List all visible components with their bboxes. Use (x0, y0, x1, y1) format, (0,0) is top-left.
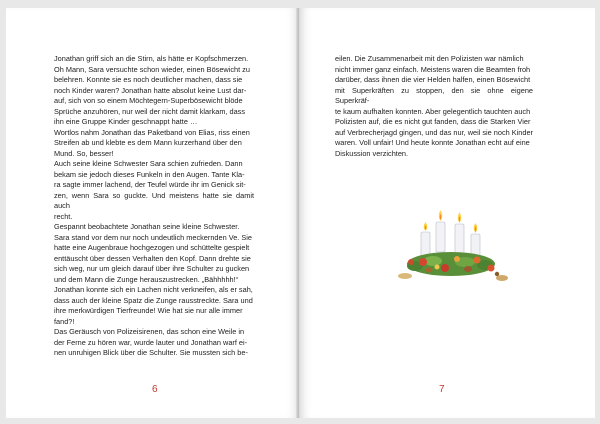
text-line: fand?! (54, 316, 75, 326)
text-line: Sprüche anzuhören, nur weil der nicht damit klarkam, dass (54, 106, 246, 116)
text-line: nen unruhigen Blick über die Schulter. Sie mussten sich be- (54, 348, 248, 357)
text-line: sich weg, nur um gleich darauf über ihre Schulter zu gucken (54, 264, 250, 273)
text-line: Streifen ab und klebte es dem Mann kurzerhand über den (54, 138, 242, 147)
right-page (299, 8, 595, 418)
page-number-right: 7 (439, 384, 445, 395)
candle-icon (421, 222, 430, 258)
candle-icon (436, 210, 445, 252)
text-line: waren. Voll unfair! Und heute konnte Jonathan echt auf eine (335, 138, 530, 147)
text-line: hatte eine Augenbraue hochgezogen und schüttelte gespielt (54, 243, 250, 252)
text-line: Gespannt beobachtete Jonathan seine kleine Schwester. (54, 222, 240, 231)
text-line: noch Kinder waren? Jonathan hatte absolut keine Lust dar- (54, 85, 247, 95)
page-number-left: 6 (152, 384, 158, 395)
text-line: Polizisten auf, die es nicht gut fanden, dass die Starken Vier (335, 117, 531, 126)
text-line: ihn eine Gruppe Kinder geschnappt hatte … (54, 117, 198, 126)
left-page (6, 8, 299, 418)
advent-wreath-illustration (393, 204, 513, 294)
left-page-text (54, 54, 254, 359)
wreath-icon (407, 252, 495, 276)
candle-icon (471, 223, 480, 258)
text-line: eilen. Die Zusammenarbeit mit den Polizisten war nämlich (335, 54, 524, 63)
text-line: nicht immer ganz einfach. Meistens waren die Beamten froh (335, 64, 531, 74)
right-page-text (335, 54, 533, 159)
text-line: Mund. So, besser! (54, 148, 114, 158)
text-line: ra sagte immer lachend, der Teufel würde ihr im Genick sit- (54, 180, 246, 189)
text-line: Diskussion verzichten. (335, 148, 409, 158)
text-line: der Ferne zu hören war, wurde lauter und Jonathan warf ei- (54, 337, 248, 347)
text-line: Sara stand vor dem nur noch undeutlich meckernden Ve. Sie (54, 232, 252, 242)
text-line: dass auch der kleine Spatz die Zunge rausstreckte. Sara und (54, 295, 253, 305)
text-line: bekam sie jedoch dieses Funkeln in den Augen. Tante Kla- (54, 169, 245, 179)
text-line: zen, wenn Sara so guckte. Und meistens hatte sie damit auch (54, 190, 254, 210)
text-line: Das Geräusch von Polizeisirenen, das schon eine Weile in (54, 327, 245, 336)
text-line: belehren. Konnte sie es noch deutlicher machen, dass sie (54, 75, 243, 84)
text-line: darüber, dass ihnen die vier Helden halfen, einen Bösewicht (335, 75, 531, 84)
text-line: Auch seine kleine Schwester Sara schien zufrieden. Dann (54, 159, 243, 168)
text-line: mit Superkräften zu stoppen, den sie ohne eigene Superkräf- (335, 85, 533, 105)
candle-icon (455, 212, 464, 254)
text-line: te kaum aufhalten konnten. Aber gelegentlich tauchten auch (335, 106, 531, 116)
text-line: Wortlos nahm Jonathan das Paketband von Elias, riss einen (54, 127, 250, 137)
text-line: und dem Mann die Zunge herauszustrecken. „Bähhhhh!“ (54, 274, 239, 284)
text-line: ihre merkwürdigen Tierfreunde! Wie hat sie nur alle immer (54, 306, 243, 315)
text-line: Jonathan konnte sich ein Lachen nicht verkneifen, als er sah, (54, 285, 253, 294)
text-line: Jonathan griff sich an die Stirn, als hätte er Kopfschmerzen. (54, 54, 249, 63)
text-line: auf Verbrecherjagd gingen, und das nur, weil sie noch Kinder (335, 127, 534, 137)
text-line: recht. (54, 211, 73, 221)
text-line: Oh Mann, Sara versuchte schon wieder, einen Bösewicht zu (54, 64, 250, 74)
text-line: enttäuscht über dessen Verhalten den Kopf. Dann drehte sie (54, 253, 251, 263)
text-line: auf, sich von so einem Möchtegern-Superbösewicht blöde (54, 96, 243, 105)
